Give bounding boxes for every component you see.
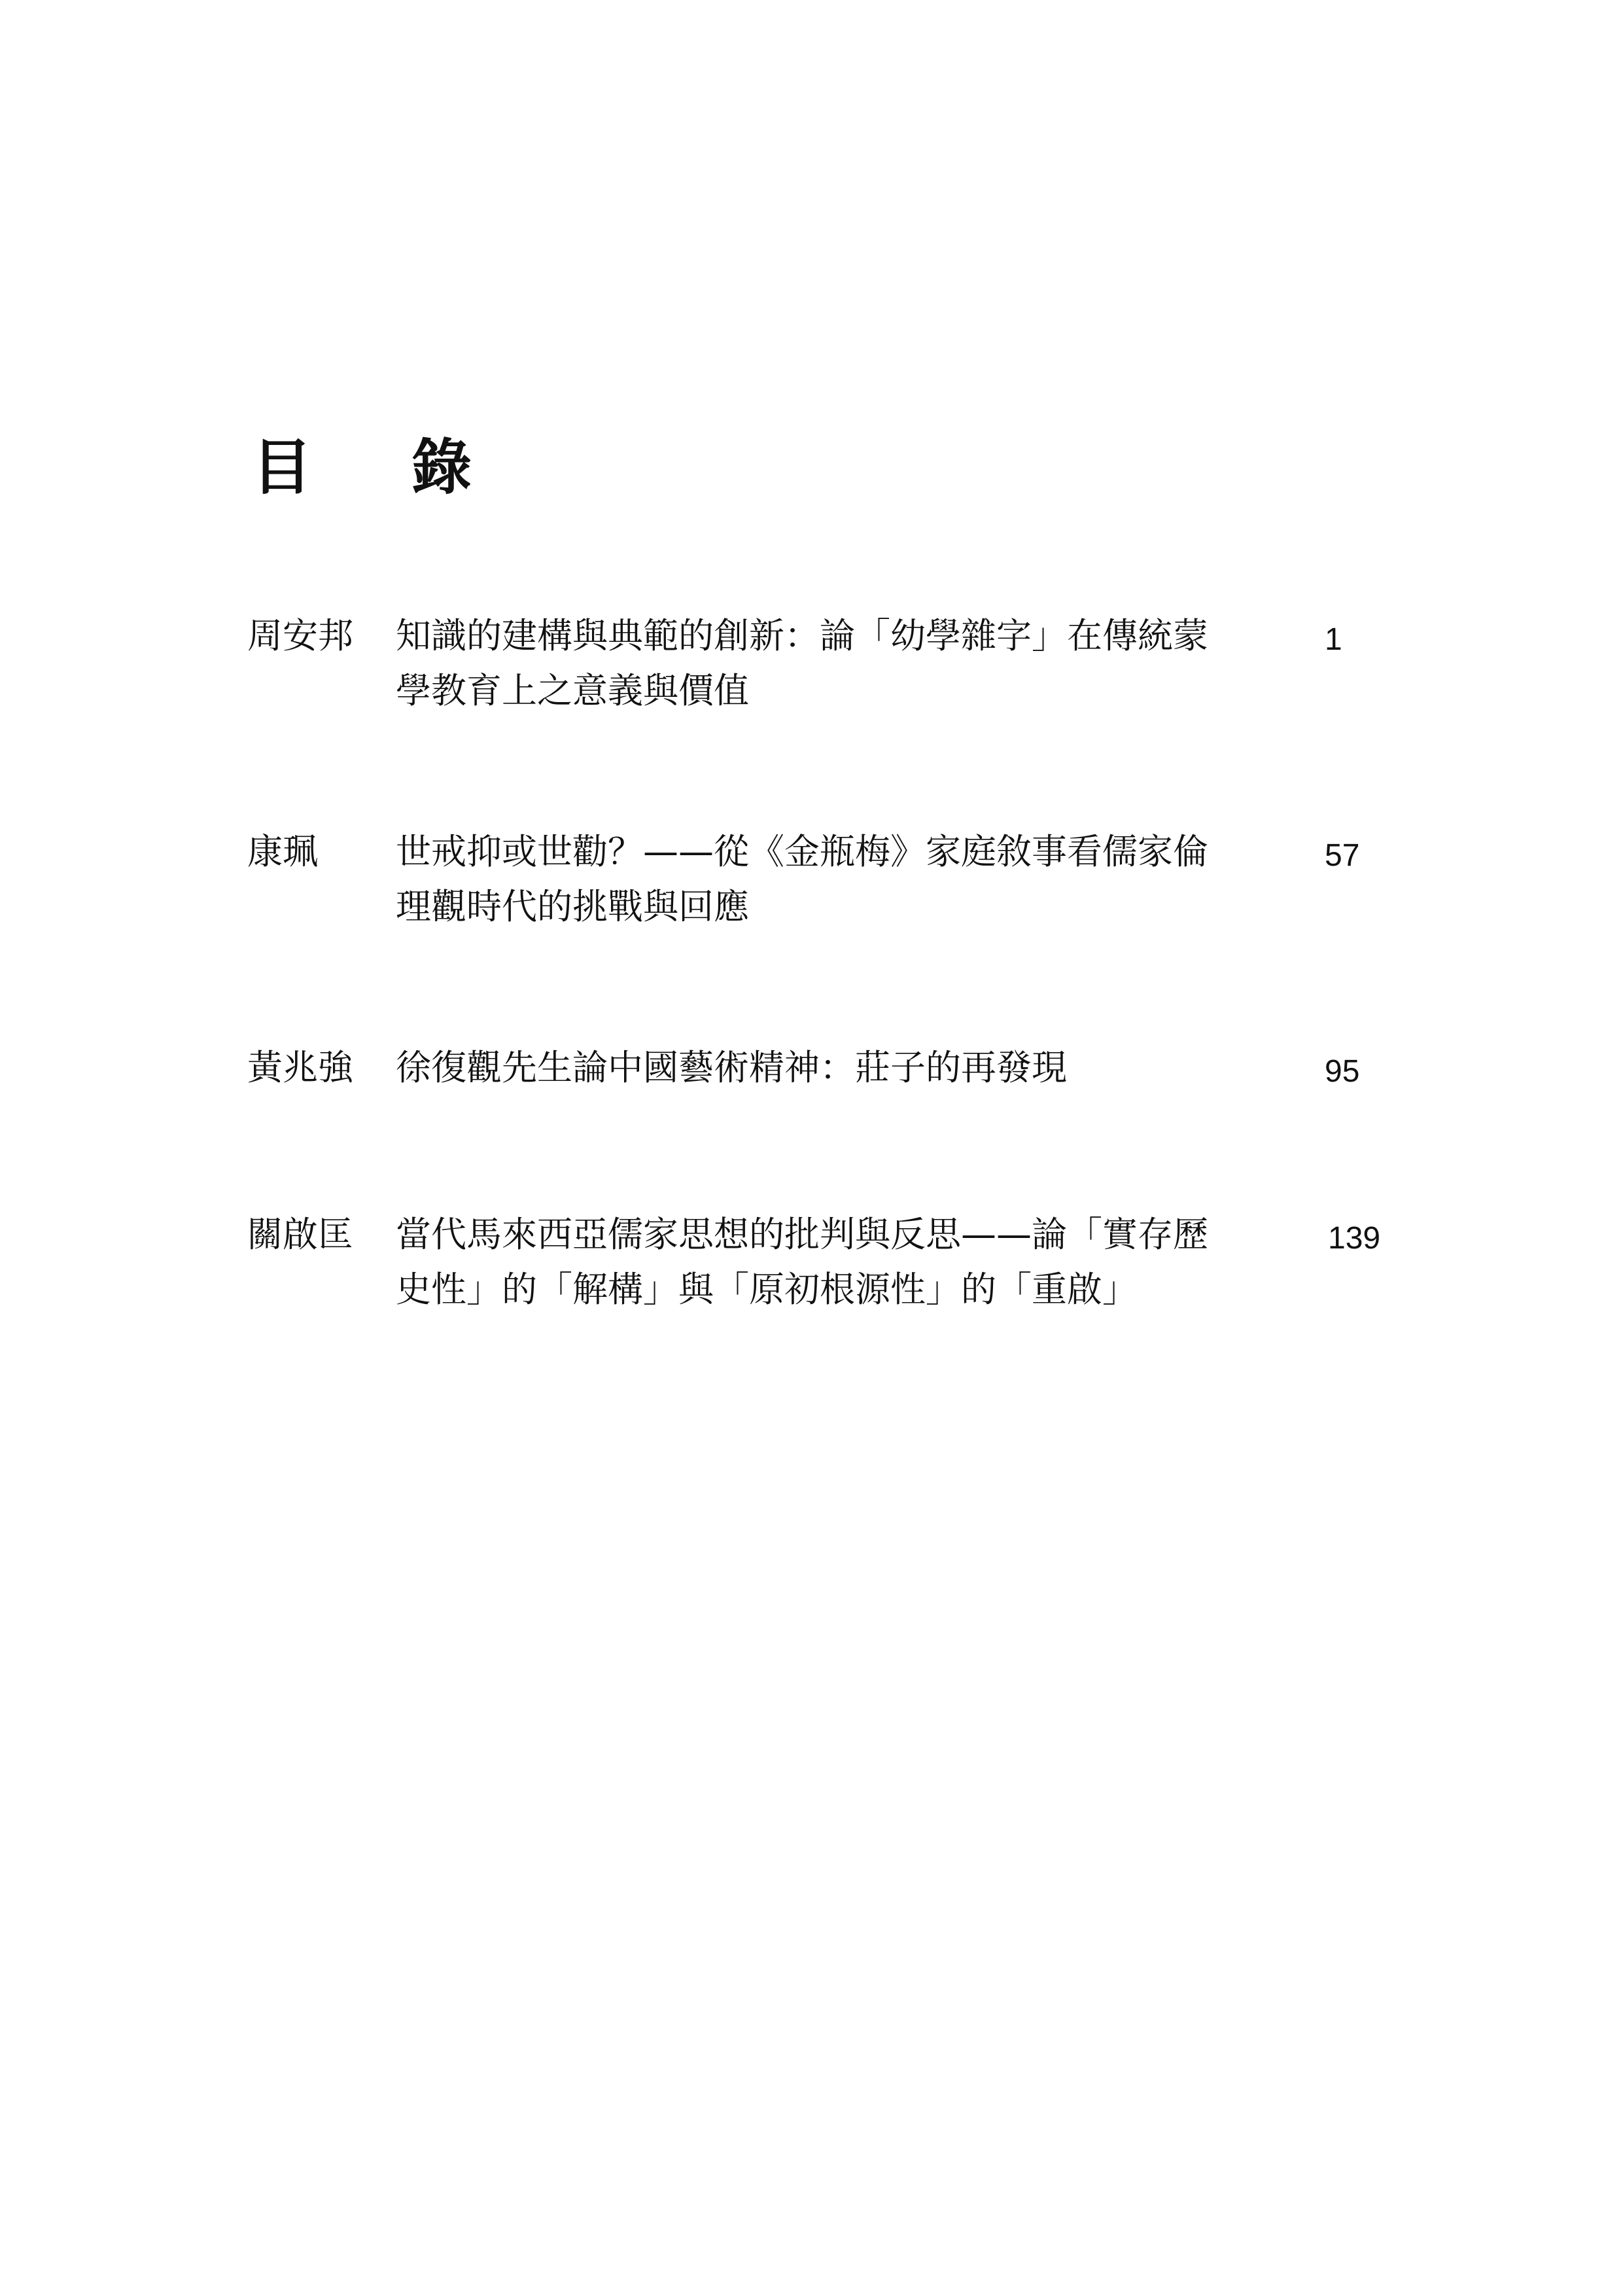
toc-heading: 目 錄 [252,433,512,503]
entry-page-number: 57 [1325,838,1360,873]
entry-page-number: 1 [1325,622,1342,657]
entry-page-number: 139 [1328,1221,1381,1256]
entry-page-number: 95 [1325,1054,1360,1089]
entry-title [396,609,1312,718]
entry-title-line: 知識的建構與典範的創新：論「幼學雜字」在傳統蒙 [396,615,1208,656]
entry-title-line: 徐復觀先生論中國藝術精神：莊子的再發現 [396,1047,1067,1088]
entry-author: 黃兆強 [247,1047,353,1088]
entry-author: 康珮 [247,831,318,872]
entry-title-line: 學教育上之意義與價值 [396,670,749,711]
entry-author: 關啟匡 [247,1214,353,1255]
entry-title [396,824,1312,934]
entry-title-line: 史性」的「解構」與「原初根源性」的「重啟」 [396,1269,1138,1310]
entry-title [396,1207,1312,1317]
entry-title-line: 世戒抑或世勸？——從《金瓶梅》家庭敘事看儒家倫 [396,831,1208,872]
entry-title [396,1040,1312,1095]
entry-author: 周安邦 [247,615,353,656]
entry-title-line: 當代馬來西亞儒家思想的批判與反思——論「實存歷 [396,1214,1208,1255]
entry-title-line: 理觀時代的挑戰與回應 [396,886,749,927]
